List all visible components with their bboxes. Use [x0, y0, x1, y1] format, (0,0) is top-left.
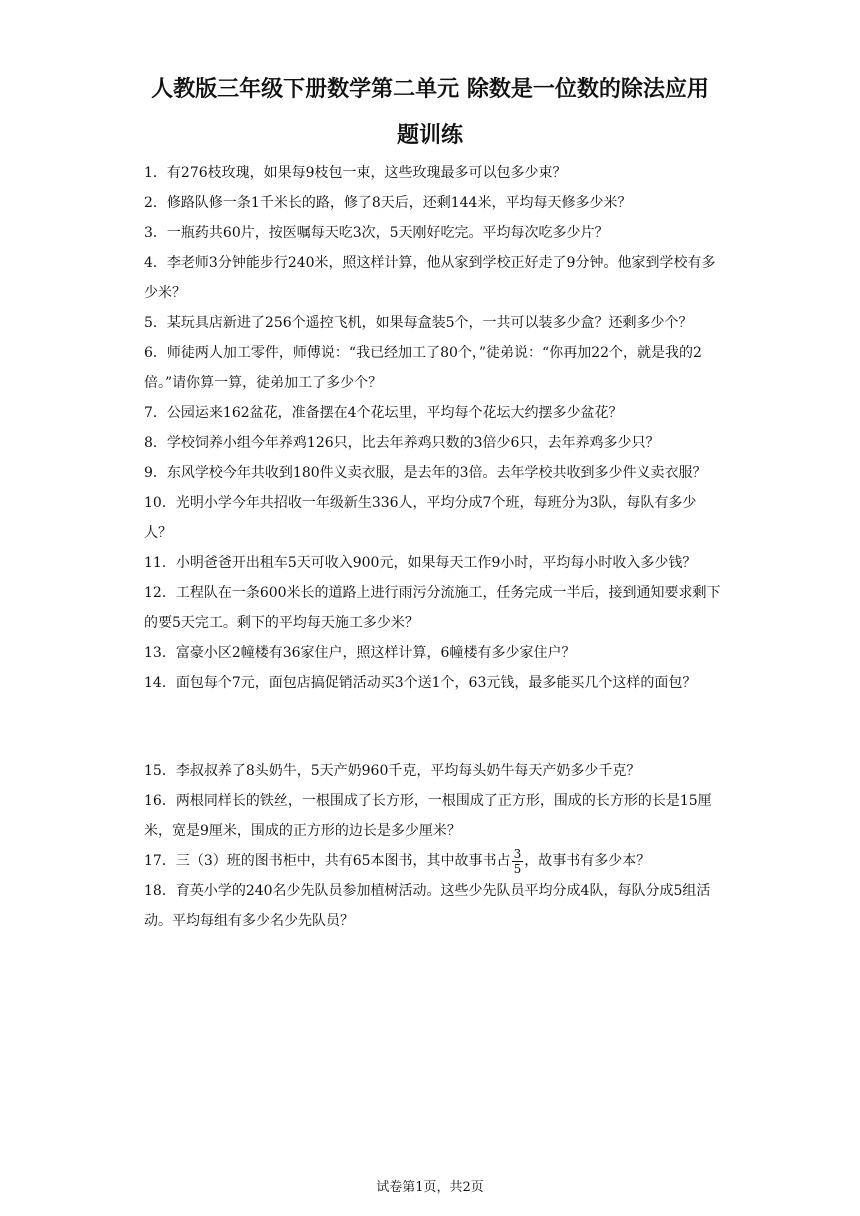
fraction: [512, 847, 524, 876]
page-title-line1: 人教版三年级下册数学第二单元 除数是一位数的除法应用: [151, 77, 709, 102]
question-4: [144, 248, 724, 308]
fraction-denominator: 5: [513, 861, 522, 876]
question-number: 17．: [144, 853, 176, 869]
question-number: 14．: [144, 675, 176, 691]
question-8: [144, 428, 724, 458]
question-number: 5．: [144, 315, 167, 331]
question-text: 一瓶药共60片，按医嘱每天吃3次，5天刚好吃完。平均每次吃多少片？: [166, 225, 609, 241]
question-text: 公园运来162盆花，准备摆在4个花坛里，平均每个花坛大约摆多少盆花？: [166, 405, 623, 421]
question-text: 光明小学今年共招收一年级新生336人，平均分成7个班，每班分为3队，每队有多少人？: [144, 495, 697, 541]
blank-gap: [144, 698, 724, 756]
question-text: 工程队在一条600米长的道路上进行雨污分流施工，任务完成一半后，接到通知要求剩下的要5天完工。剩下的平均每天施工多少米？: [144, 585, 721, 631]
question-number: 16．: [144, 793, 176, 809]
question-number: 13．: [144, 645, 176, 661]
question-number: 10．: [144, 495, 176, 511]
question-6: [144, 338, 724, 398]
question-text: 师徒两人加工零件，师傅说：“我已经加工了80个，”徒弟说：“你再加22个，就是我的2倍。”请你算一算，徒弟加工了多少个？: [144, 345, 702, 391]
question-text-before: 三（3）班的图书柜中，共有65本图书，其中故事书占: [175, 853, 511, 869]
question-2: [144, 188, 724, 218]
question-18: [144, 876, 724, 936]
question-7: [144, 398, 724, 428]
question-15: [144, 756, 724, 786]
question-number: 3．: [144, 225, 167, 241]
question-3: [144, 218, 724, 248]
question-9: [144, 458, 724, 488]
question-text: 小明爸爸开出租车5天可收入900元，如果每天工作9小时，平均每小时收入多少钱？: [175, 555, 697, 571]
question-text-after: ，故事书有多少本？: [524, 853, 651, 869]
question-5: [144, 308, 724, 338]
question-16: [144, 786, 724, 846]
question-text: 东风学校今年共收到180件义卖衣服，是去年的3倍。去年学校共收到多少件义卖衣服？: [166, 465, 707, 481]
question-number: 7．: [144, 405, 167, 421]
question-number: 6．: [144, 345, 167, 361]
question-number: 8．: [144, 435, 167, 451]
question-text: 学校饲养小组今年养鸡126只，比去年养鸡只数的3倍少6只，去年养鸡多少只？: [166, 435, 660, 451]
question-1: [144, 158, 724, 188]
question-number: 15．: [144, 763, 176, 779]
question-number: 1．: [144, 165, 167, 181]
page-footer: 试卷第1页，共2页: [376, 1180, 484, 1195]
question-text: 有276枝玫瑰，如果每9枝包一束，这些玫瑰最多可以包多少束？: [166, 165, 567, 181]
question-text: 育英小学的240名少先队员参加植树活动。这些少先队员平均分成4队，每队分成5组活动。平均每组有多少名少先队员？: [144, 883, 711, 929]
question-11: [144, 548, 724, 578]
question-list: [144, 158, 724, 936]
question-text: 李老师3分钟能步行240米，照这样计算，他从家到学校正好走了9分钟。他家到学校有多少米？: [144, 255, 716, 301]
question-12: [144, 578, 724, 638]
question-text: 某玩具店新进了256个遥控飞机，如果每盒装5个，一共可以装多少盒？还剩多少个？: [166, 315, 693, 331]
question-number: 2．: [144, 195, 167, 211]
question-number: 12．: [144, 585, 176, 601]
question-text: 李叔叔养了8头奶牛，5天产奶960千克，平均每头奶牛每天产奶多少千克？: [175, 763, 641, 779]
question-number: 18．: [144, 883, 176, 899]
question-text: 面包每个7元，面包店搞促销活动买3个送1个，63元钱，最多能买几个这样的面包？: [175, 675, 697, 691]
page-title-line2: 题训练: [396, 123, 463, 148]
question-13: [144, 638, 724, 668]
question-text: 两根同样长的铁丝，一根围成了长方形，一根围成了正方形，围成的长方形的长是15厘米，宽是9厘米，围成的正方形的边长是多少厘米？: [144, 793, 712, 839]
question-number: 9．: [144, 465, 167, 481]
fraction-numerator: 3: [513, 846, 522, 861]
question-number: 11．: [144, 555, 176, 571]
question-17: [144, 846, 724, 876]
question-10: [144, 488, 724, 548]
question-number: 4．: [144, 255, 167, 271]
question-14: [144, 668, 724, 698]
question-text: 修路队修一条1千米长的路，修了8天后，还剩144米，平均每天修多少米？: [166, 195, 632, 211]
question-text: 富豪小区2幢楼有36家住户，照这样计算，6幢楼有多少家住户？: [175, 645, 576, 661]
